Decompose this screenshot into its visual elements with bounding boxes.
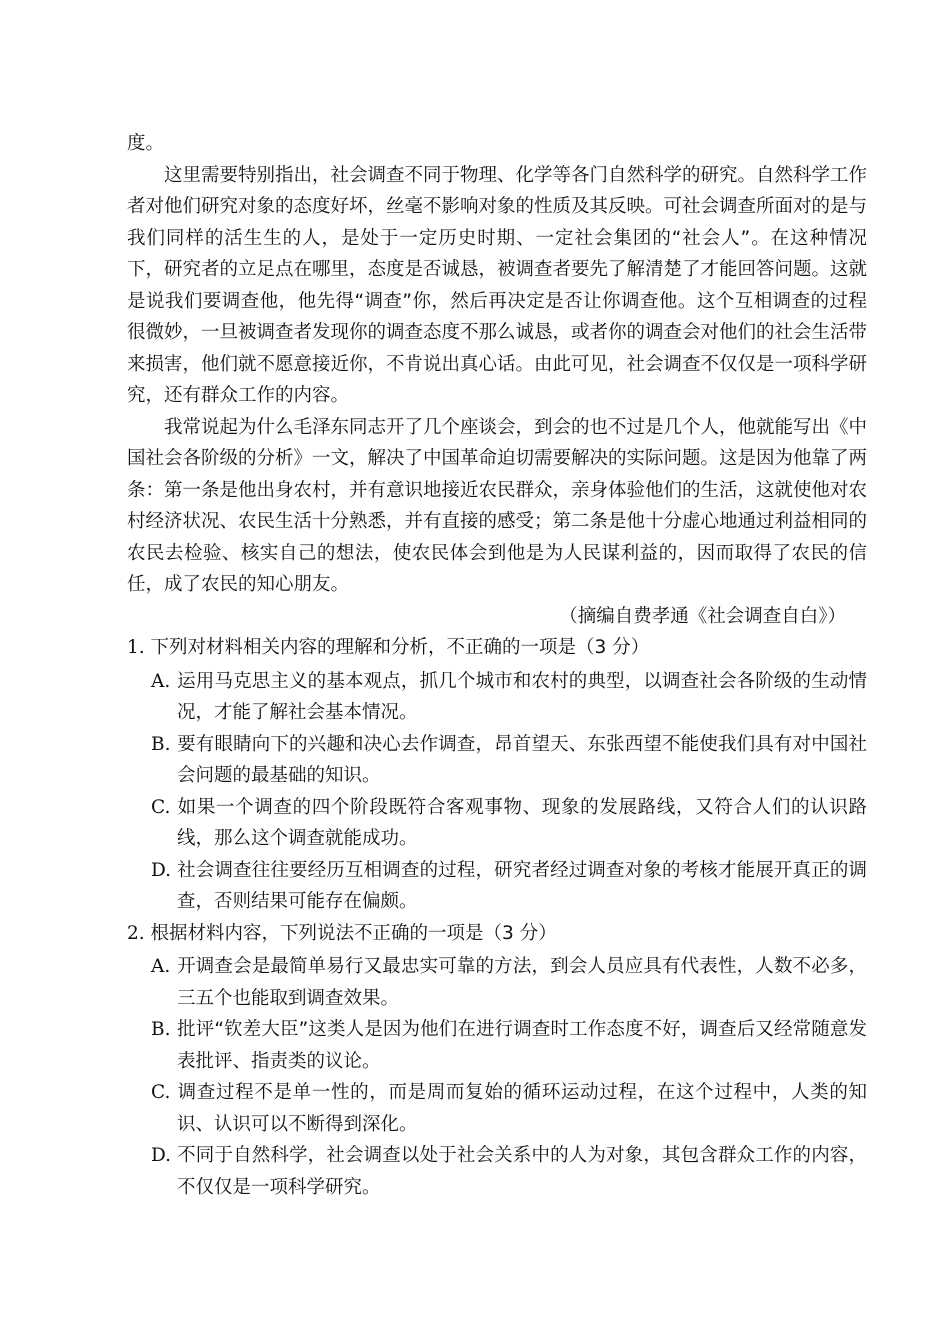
option-letter: D.: [151, 859, 172, 881]
option-a: [151, 666, 867, 729]
passage-paragraph: 这里需要特别指出，社会调查不同于物理、化学等各门自然科学的研究。自然科学工作者对他们研究对象的态度好坏，丝毫不影响对象的性质及其反映。可社会调查所面对的是与我们同样的活生生的人，是处于一定历史时期、一定社会集团的“社会人”。在这种情况下，研究者的立足点在哪里，态度是否诚恳，被调查者要先了解清楚了才能回答问题。这就是说我们要调查他，他先得“调查”你，然后再决定是否让你调查他。这个互相调查的过程很微妙，一旦被调查者发现你的调查态度不那么诚恳，或者你的调查会对他们的社会生活带来损害，他们就不愿意接近你，不肯说出真心话。由此可见，社会调查不仅仅是一项科学研究，还有群众工作的内容。: [127, 164, 868, 406]
option-text: 如果一个调查的四个阶段既符合客观事物、现象的发展路线，又符合人们的认识路线，那么这个调查就能成功。: [177, 796, 867, 849]
question-2: [127, 918, 867, 1204]
option-b: [151, 729, 867, 792]
question-stem: [127, 632, 867, 664]
question-stem-text: 根据材料内容，下列说法不正确的一项是（3 分）: [150, 922, 557, 944]
option-letter: A.: [151, 670, 171, 692]
option-c: [151, 1077, 867, 1140]
question-number: 1.: [127, 637, 145, 658]
passage-paragraph: 我常说起为什么毛泽东同志开了几个座谈会，到会的也不过是几个人，他就能写出《中国社会各阶级的分析》一文，解决了中国革命迫切需要解决的实际问题。这是因为他靠了两条：第一条是他出身农村，并有意识地接近农民群众，亲身体验他们的生活，这就使他对农村经济状况、农民生活十分熟悉，并有直接的感受；第二条是他十分虚心地通过利益相同的农民去检验、核实自己的想法，使农民体会到他是为人民谋利益的，因而取得了农民的信任，成了农民的知心朋友。: [127, 416, 868, 595]
passage-carry-over: 度。: [127, 133, 165, 154]
option-text: 不同于自然科学，社会调查以处于社会关系中的人为对象，其包含群众工作的内容，不仅仅是一项科学研究。: [177, 1145, 867, 1198]
option-text: 调查过程不是单一性的，而是周而复始的循环运动过程，在这个过程中，人类的知识、认识可以不断得到深化。: [177, 1082, 867, 1135]
option-text: 运用马克思主义的基本观点，抓几个城市和农村的典型，以调查社会各阶级的生动情况，才能了解社会基本情况。: [177, 670, 867, 723]
question-stem-text: 下列对材料相关内容的理解和分析，不正确的一项是（3 分）: [150, 637, 650, 658]
option-c: [151, 792, 867, 855]
question-number: 2.: [127, 922, 145, 944]
document-body: [127, 128, 867, 1203]
option-a: [151, 951, 867, 1014]
option-letter: B.: [151, 733, 171, 755]
question-stem: [127, 918, 867, 950]
option-text: 社会调查往往要经历互相调查的过程，研究者经过调查对象的考核才能展开真正的调查，否则结果可能存在偏颇。: [177, 859, 867, 912]
option-letter: C.: [151, 1082, 171, 1103]
option-d: [151, 1140, 867, 1203]
option-letter: D.: [151, 1145, 172, 1166]
option-text: 批评“钦差大臣”这类人是因为他们在进行调查时工作态度不好，调查后又经常随意发表批评、指责类的议论。: [177, 1019, 867, 1072]
option-letter: A.: [151, 956, 171, 977]
option-text: 要有眼睛向下的兴趣和决心去作调查，昂首望天、东张西望不能使我们具有对中国社会问题的最基础的知识。: [177, 733, 867, 786]
option-d: [151, 855, 867, 918]
passage-source: （摘编自费孝通《社会调查自白》）: [559, 605, 846, 627]
option-text: 开调查会是最简单易行又最忠实可靠的方法，到会人员应具有代表性，人数不必多，三五个也能取到调查效果。: [177, 956, 867, 1009]
question-1: [127, 632, 867, 918]
option-letter: C.: [151, 796, 171, 818]
option-b: [151, 1014, 867, 1077]
option-letter: B.: [151, 1019, 171, 1040]
